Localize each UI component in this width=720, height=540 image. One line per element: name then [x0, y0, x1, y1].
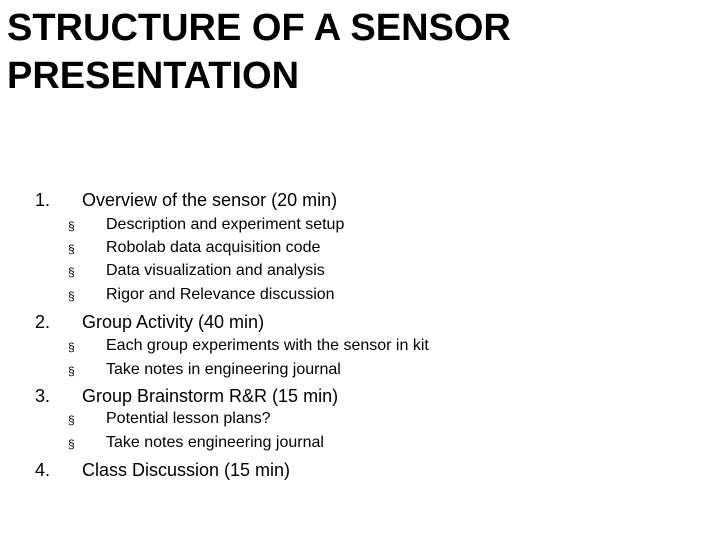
- item-text-4: Class Discussion (15 min): [82, 460, 291, 480]
- bullet-icon: §: [68, 219, 75, 233]
- subitem-2-1: Each group experiments with the sensor in kit: [106, 337, 429, 354]
- subitem-2-2: Take notes in engineering journal: [106, 361, 341, 378]
- slide-title-line-1: STRUCTURE OF A SENSOR: [7, 7, 511, 49]
- bullet-icon: §: [68, 364, 75, 378]
- subitem-1-1: Description and experiment setup: [106, 216, 345, 233]
- item-number-4: 4.: [35, 460, 51, 480]
- item-text-1: Overview of the sensor (20 min): [82, 190, 338, 210]
- item-text-2: Group Activity (40 min): [82, 312, 265, 332]
- slide-title-line-2: PRESENTATION: [7, 55, 300, 97]
- bullet-icon: §: [68, 413, 75, 427]
- subitem-1-4: Rigor and Relevance discussion: [106, 286, 335, 303]
- bullet-icon: §: [68, 437, 75, 451]
- bullet-icon: §: [68, 265, 75, 279]
- subitem-3-1: Potential lesson plans?: [106, 410, 271, 427]
- subitem-1-3: Data visualization and analysis: [106, 262, 325, 279]
- bullet-icon: §: [68, 242, 75, 256]
- item-number-2: 2.: [35, 312, 51, 332]
- item-number-1: 1.: [35, 190, 51, 210]
- subitem-3-2: Take notes engineering journal: [106, 434, 324, 451]
- item-number-3: 3.: [35, 386, 51, 406]
- item-text-3: Group Brainstorm R&R (15 min): [82, 386, 339, 406]
- subitem-1-2: Robolab data acquisition code: [106, 239, 321, 256]
- bullet-icon: §: [68, 340, 75, 354]
- bullet-icon: §: [68, 289, 75, 303]
